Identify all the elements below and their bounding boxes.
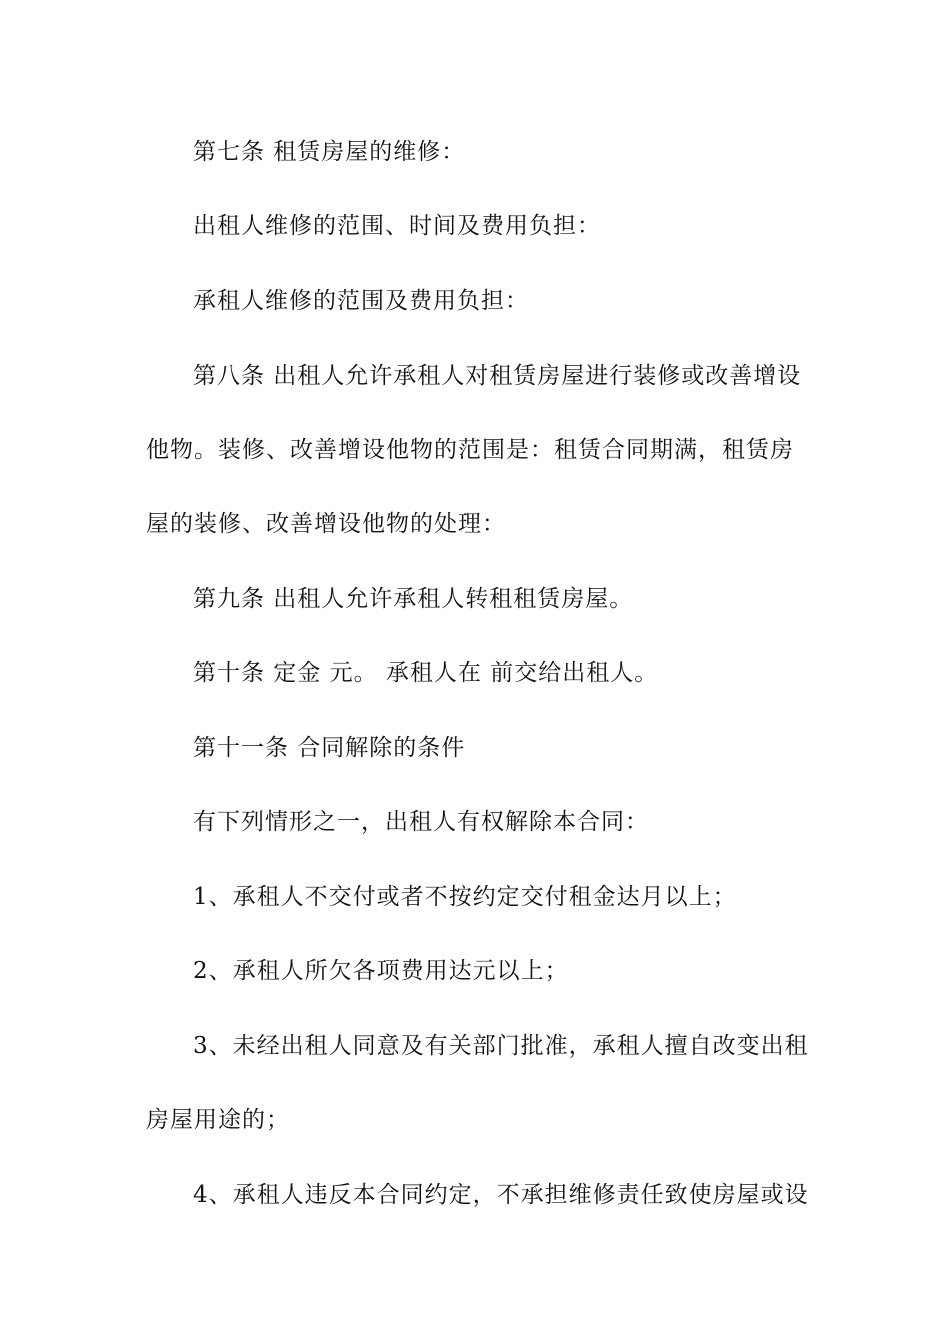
article-10-line: 第十条 定金 元。 承租人在 前交给出租人。 — [193, 660, 659, 686]
article-8-line-2: 他物。装修、改善增设他物的范围是：租赁合同期满，租赁房 — [146, 437, 794, 463]
article-8-line-3: 屋的装修、改善增设他物的处理： — [146, 511, 506, 537]
lessee-repair-line: 承租人维修的范围及费用负担： — [193, 288, 529, 314]
article-11-heading: 第十一条 合同解除的条件 — [193, 735, 466, 761]
termination-item-2: 2、承租人所欠各项费用达元以上； — [193, 958, 569, 984]
termination-intro: 有下列情形之一，出租人有权解除本合同： — [193, 809, 649, 835]
article-7-heading: 第七条 租赁房屋的维修： — [193, 139, 466, 165]
termination-item-4-line-1: 4、承租人违反本合同约定，不承担维修责任致使房屋或设 — [193, 1182, 809, 1208]
article-9-line: 第九条 出租人允许承租人转租租赁房屋。 — [193, 586, 634, 612]
lessor-repair-line: 出租人维修的范围、时间及费用负担： — [193, 213, 601, 239]
termination-item-3-line-2: 房屋用途的； — [146, 1107, 290, 1133]
termination-item-1: 1、承租人不交付或者不按约定交付租金达月以上； — [193, 884, 737, 910]
article-8-line-1: 第八条 出租人允许承租人对租赁房屋进行装修或改善增设 — [193, 363, 802, 389]
termination-item-3-line-1: 3、未经出租人同意及有关部门批准，承租人擅自改变出租 — [193, 1033, 809, 1059]
